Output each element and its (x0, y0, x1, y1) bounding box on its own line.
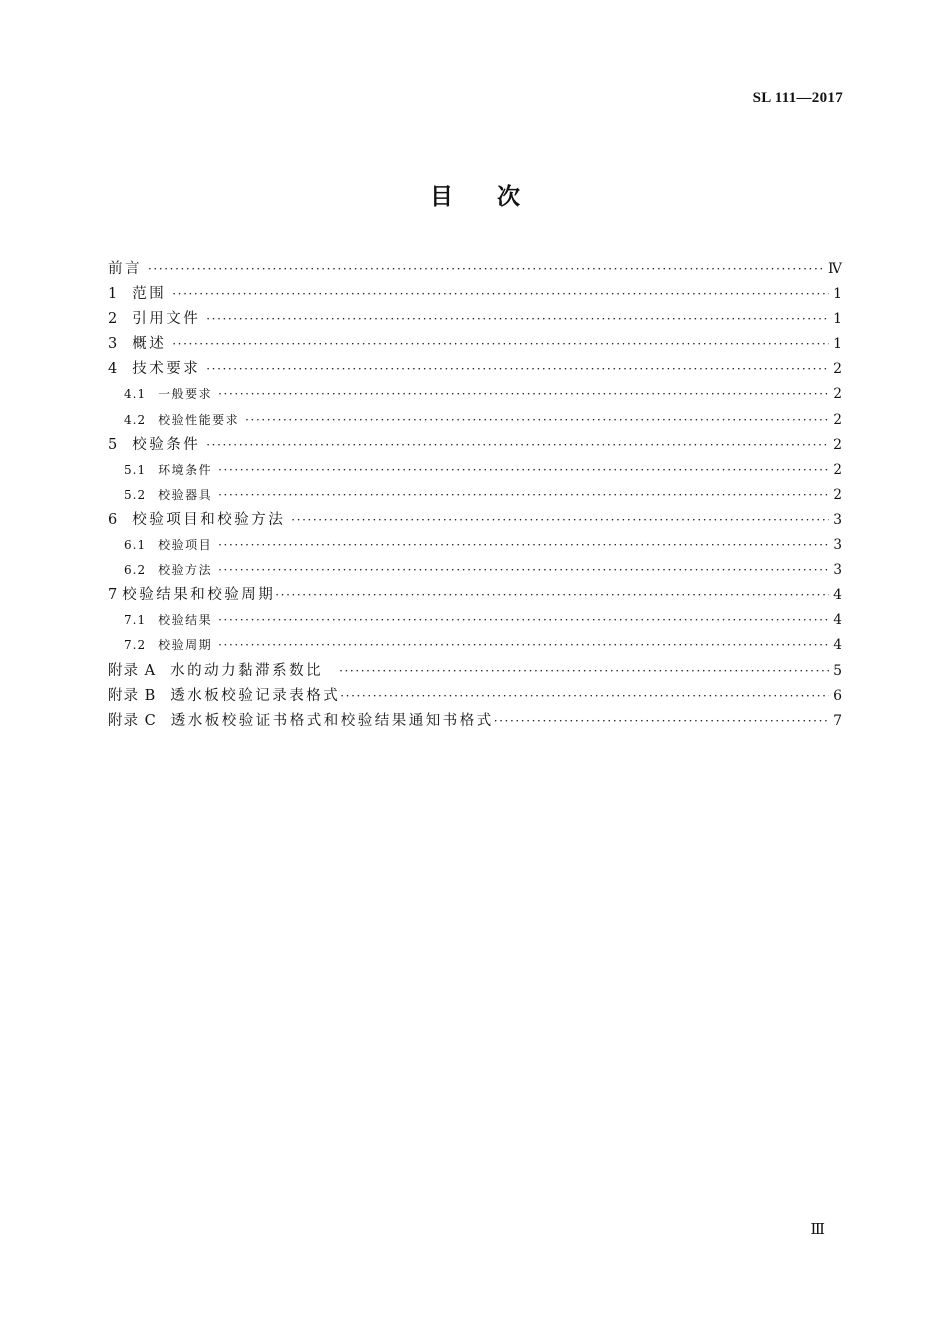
toc-entry-number: 7.2 (124, 638, 147, 653)
toc-entry-number: 1 (108, 286, 119, 303)
toc-entry-label: 校验周期 (158, 638, 213, 653)
dot-leader (206, 433, 829, 458)
toc-entry-page: 1 (833, 311, 842, 328)
toc-entry-appendix-c[interactable] (108, 709, 842, 734)
toc-entry-number: 5.2 (124, 487, 147, 502)
toc-entry-label: 校验结果 (158, 613, 213, 628)
dot-leader (148, 257, 824, 282)
toc-entry-label: 环境条件 (158, 462, 213, 477)
toc-entry-number: 6 (108, 511, 119, 528)
toc-entry-page: 5 (833, 662, 842, 679)
toc-entry-number: 2 (108, 311, 119, 328)
dot-leader (218, 608, 829, 633)
toc-entry-6-1[interactable] (108, 533, 842, 558)
toc-entry-page: Ⅳ (828, 261, 842, 277)
toc-entry-label: 前言 (108, 261, 142, 277)
toc-entry-page: 3 (833, 537, 842, 554)
dot-leader (218, 533, 829, 558)
toc-entry-2[interactable] (108, 307, 842, 332)
toc-entry-6[interactable] (108, 508, 842, 533)
toc-entry-page: 2 (833, 436, 842, 453)
toc-entry-label: 校验条件 (132, 436, 201, 453)
toc-entry-number: 6.2 (124, 563, 147, 578)
toc-entry-number: 6.1 (124, 538, 147, 553)
toc-entry-5-1[interactable] (108, 458, 842, 483)
dot-leader (291, 508, 829, 533)
toc-entry-label: 校验项目和校验方法 (132, 511, 286, 528)
toc-entry-label: 透水板校验证书格式和校验结果通知书格式 (170, 712, 494, 729)
toc-entry-appendix-a[interactable] (108, 659, 842, 684)
dot-leader (218, 558, 829, 583)
toc-entry-7-1[interactable] (108, 608, 842, 633)
dot-leader (218, 382, 829, 407)
toc-entry-page: 2 (833, 411, 842, 428)
toc-entry-number: 5 (108, 436, 119, 453)
toc-heading-char-1: 目 (430, 183, 453, 210)
toc-entry-page: 2 (833, 361, 842, 378)
toc-entry-label: 透水板校验记录表格式 (170, 687, 341, 704)
toc-entry-number: 4 (108, 361, 119, 378)
toc-entry-1[interactable] (108, 282, 842, 307)
dot-leader (275, 583, 829, 608)
toc-entry-label: 校验方法 (158, 563, 213, 578)
toc-entry-4-1[interactable] (108, 382, 842, 407)
toc-entry-number: 附录 B (108, 687, 157, 704)
toc-entry-4-2[interactable] (108, 408, 842, 433)
toc-entry-7[interactable] (108, 583, 842, 608)
toc-entry-page: 4 (833, 587, 842, 604)
toc-entry-5[interactable] (108, 433, 842, 458)
toc-entry-page: 1 (833, 336, 842, 353)
dot-leader (340, 684, 829, 709)
toc-entry-label: 范围 (132, 286, 167, 303)
toc-entry-label: 水的动力黏滞系数比 (170, 662, 324, 679)
toc-entry-number: 7.1 (124, 613, 147, 628)
toc-entry-page: 2 (833, 461, 842, 478)
toc-heading-char-2: 次 (497, 183, 520, 210)
toc-entry-foreword[interactable] (108, 257, 842, 282)
toc-entry-page: 6 (833, 687, 842, 704)
toc-entry-label: 校验结果和校验周期 (122, 587, 276, 604)
dot-leader (172, 332, 829, 357)
toc-entry-label: 技术要求 (132, 361, 201, 378)
toc-entry-number: 5.1 (124, 462, 147, 477)
toc-entry-label: 引用文件 (132, 311, 201, 328)
toc-entry-page: 3 (833, 562, 842, 579)
toc-entry-5-2[interactable] (108, 483, 842, 508)
toc-entry-3[interactable] (108, 332, 842, 357)
toc-entry-label: 校验性能要求 (158, 412, 240, 427)
toc-entry-number: 附录 C (108, 712, 157, 729)
dot-leader (218, 458, 829, 483)
toc-entry-page: 7 (833, 712, 842, 729)
dot-leader (339, 659, 829, 684)
toc-entry-label: 概述 (132, 336, 167, 353)
toc-entry-page: 1 (833, 286, 842, 303)
dot-leader (172, 282, 829, 307)
dot-leader (494, 709, 829, 734)
toc-entry-page: 4 (833, 637, 842, 654)
dot-leader (245, 408, 829, 433)
toc-heading (0, 178, 950, 211)
toc-entry-7-2[interactable] (108, 633, 842, 658)
dot-leader (218, 483, 829, 508)
table-of-contents (108, 257, 842, 734)
toc-entry-page: 3 (833, 511, 842, 528)
standard-code: SL 111—2017 (752, 90, 843, 106)
toc-entry-page: 2 (833, 486, 842, 503)
toc-entry-4[interactable] (108, 357, 842, 382)
toc-entry-number: 4.1 (124, 387, 147, 402)
page-number: Ⅲ (810, 1222, 825, 1238)
toc-entry-page: 2 (833, 386, 842, 403)
toc-entry-number: 3 (108, 336, 119, 353)
toc-entry-number: 附录 A (108, 662, 157, 679)
toc-entry-label: 一般要求 (158, 387, 213, 402)
dot-leader (206, 357, 829, 382)
dot-leader (218, 633, 829, 658)
toc-entry-page: 4 (833, 612, 842, 629)
toc-entry-appendix-b[interactable] (108, 684, 842, 709)
dot-leader (206, 307, 829, 332)
toc-entry-label: 校验器具 (158, 487, 213, 502)
toc-entry-label: 校验项目 (158, 538, 213, 553)
toc-entry-number: 7 (108, 587, 119, 604)
toc-entry-6-2[interactable] (108, 558, 842, 583)
toc-entry-number: 4.2 (124, 412, 147, 427)
